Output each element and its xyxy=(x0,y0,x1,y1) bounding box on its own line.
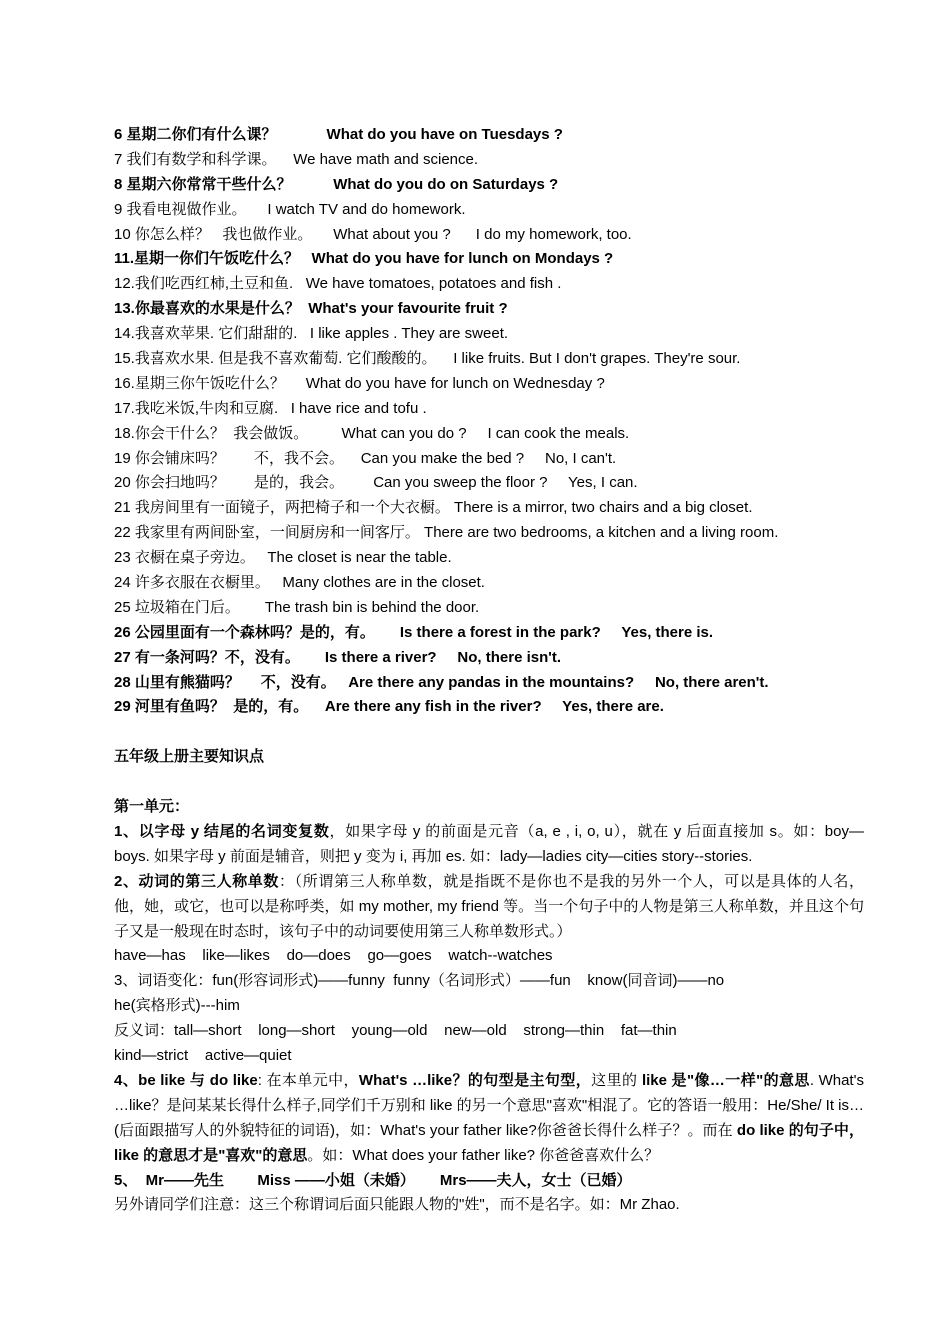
section-title: 五年级上册主要知识点 xyxy=(114,748,265,766)
sentence-line xyxy=(114,496,864,521)
sentence-gap xyxy=(300,300,308,317)
sentence-line xyxy=(114,347,864,372)
note-2-heading: 2、动词的第三人称单数 xyxy=(114,872,280,890)
sentence-english: What do you have for lunch on Wednesday ? xyxy=(305,374,605,392)
sentence-gap xyxy=(308,425,341,442)
sentence-english: The closet is near the table. xyxy=(267,549,452,567)
sentence-english: I like apples . They are sweet. xyxy=(309,325,509,343)
sentence-gap xyxy=(312,226,333,243)
sentence-english: What's your favourite fruit ? xyxy=(308,300,508,318)
sentence-english: There are two bedrooms, a kitchen and a living room. xyxy=(424,524,779,542)
sentence-chinese: 28 山里有熊猫吗？ 不，没有。 xyxy=(114,673,336,691)
sentence-line xyxy=(114,521,864,546)
sentence-chinese: 13.你最喜欢的水果是什么？ xyxy=(114,300,300,318)
sentence-english: What do you have for lunch on Mondays ? xyxy=(311,250,614,268)
sentence-line xyxy=(114,322,864,347)
sentence-chinese: 6 星期二你们有什么课？ xyxy=(114,126,277,143)
note-4-heading: 4、be like 与 do like xyxy=(114,1071,258,1089)
sentence-english: Is there a river? No, there isn't. xyxy=(324,648,562,666)
sentence-line xyxy=(114,297,864,322)
sentence-gap xyxy=(344,450,361,467)
sentence-gap xyxy=(437,350,454,367)
sentence-english: We have math and science. xyxy=(293,150,479,168)
sentence-gap xyxy=(270,574,283,591)
note-4-text-g: do like 的句子中，like 的意思才是"喜欢"的意思 xyxy=(114,1121,864,1164)
sentence-line xyxy=(114,671,864,696)
note-4-text-f: . What's …like？是问某某长得什么样子,同学们千万别和 like 的另一个意思"喜欢"相混了。它的答语一般用：He/She/ It is…(后面跟描写人的外貌特征的词语)，如：What's your father like?你爸爸长得什么样子？。而在 xyxy=(114,1071,864,1139)
sentence-line xyxy=(114,546,864,571)
sentence-english: Are there any fish in the river? Yes, there are. xyxy=(324,698,664,716)
sentence-chinese: 9 我看电视做作业。 xyxy=(114,200,247,218)
note-1 xyxy=(114,820,864,870)
sentence-chinese: 8 星期六你常常干些什么？ xyxy=(114,175,292,193)
sentence-english: Can you make the bed ? No, I can't. xyxy=(360,449,617,467)
note-3-line-2: he(宾格形式)---him xyxy=(114,997,240,1015)
sentence-gap xyxy=(278,400,291,417)
sentence-gap xyxy=(292,176,334,193)
sentence-english: There is a mirror, two chairs and a big closet. xyxy=(454,499,753,517)
note-3-antonyms-1: 反义词：tall—short long—short young—old new—old strong—thin fat—thin xyxy=(114,1022,677,1040)
sentence-chinese: 7 我们有数学和科学课。 xyxy=(114,150,277,168)
sentence-english: What do you do on Saturdays ? xyxy=(333,175,559,193)
note-4-text-c: What's …like？的句型是主句型， xyxy=(358,1071,592,1089)
sentence-chinese: 22 我家里有两间卧室，一间厨房和一间客厅。 xyxy=(114,524,420,542)
sentence-gap xyxy=(375,624,400,641)
sentence-english: Is there a forest in the park? Yes, there is. xyxy=(399,623,714,641)
sentence-chinese: 27 有一条河吗？不，没有。 xyxy=(114,648,300,666)
sentence-chinese: 11.星期一你们午饭吃什么？ xyxy=(114,250,300,268)
note-4-text-e: like 是"像…一样"的意思 xyxy=(641,1071,810,1089)
sentence-line xyxy=(114,646,864,671)
note-3-line-1: 3、词语变化：fun(形容词形式)——funny funny（名词形式）——fun know(同音词)——no xyxy=(114,972,725,990)
sentence-english: I have rice and tofu . xyxy=(290,399,427,417)
sentence-gap xyxy=(308,698,325,715)
sentence-english: I watch TV and do homework. xyxy=(267,200,466,218)
sentence-line xyxy=(114,123,864,148)
note-4-text-b: : 在本单元中， xyxy=(257,1071,359,1089)
note-5-text: 另外请同学们注意：这三个称谓词后面只能跟人物的"姓"，而不是名字。如：Mr Zhao. xyxy=(114,1196,680,1214)
sentence-line xyxy=(114,397,864,422)
sentence-chinese: 26 公园里面有一个森林吗？是的，有。 xyxy=(114,623,375,641)
sentence-chinese: 17.我吃米饭,牛肉和豆腐. xyxy=(114,399,279,417)
sentence-english: What can you do ? I can cook the meals. xyxy=(341,424,630,442)
note-5-title: 5、 Mr——先生 Miss ——小姐（未婚） Mrs——夫人，女士（已婚） xyxy=(114,1171,632,1189)
sentence-chinese: 10 你怎么样？ 我也做作业。 xyxy=(114,225,313,243)
sentence-gap xyxy=(300,649,325,666)
unit-title: 第一单元： xyxy=(114,798,190,816)
sentence-line xyxy=(114,148,864,173)
note-4 xyxy=(114,1069,864,1169)
sentence-line xyxy=(114,447,864,472)
sentence-english: Many clothes are in the closet. xyxy=(282,574,485,592)
sentence-list xyxy=(114,123,864,720)
sentence-line xyxy=(114,372,864,397)
note-3-antonyms-2: kind—strict active—quiet xyxy=(114,1047,292,1065)
sentence-chinese: 18.你会干什么？ 我会做饭。 xyxy=(114,424,309,442)
document-page xyxy=(114,123,864,1218)
sentence-chinese: 14.我喜欢苹果. 它们甜甜的. xyxy=(114,325,298,343)
sentence-chinese: 29 河里有鱼吗？ 是的，有。 xyxy=(114,698,309,716)
note-2 xyxy=(114,870,864,945)
sentence-gap xyxy=(240,599,265,616)
sentence-english: Can you sweep the floor ? Yes, I can. xyxy=(373,474,638,492)
sentence-chinese: 15.我喜欢水果. 但是我不喜欢葡萄. 它们酸酸的。 xyxy=(114,350,437,368)
sentence-english: We have tomatoes, potatoes and fish . xyxy=(305,275,562,293)
sentence-line xyxy=(114,621,864,646)
sentence-line xyxy=(114,571,864,596)
sentence-english: The trash bin is behind the door. xyxy=(264,598,480,616)
sentence-line xyxy=(114,596,864,621)
sentence-gap xyxy=(297,325,310,342)
sentence-chinese: 19 你会铺床吗？ 不，我不会。 xyxy=(114,449,345,467)
sentence-line xyxy=(114,223,864,248)
note-2-text: ：（所谓第三人称单数，就是指既不是你也不是我的另外一个人，可以是具体的人名，他，她，或它，也可以是称呼类，如 my mother, my friend 等。当一个句子中的人物是第三人称单数，并且这个句子又是一般现在时态时，该句子中的动词要使用第三人称单数形式。） xyxy=(114,872,864,940)
sentence-chinese: 21 我房间里有一面镜子，两把椅子和一个大衣橱。 xyxy=(114,499,450,517)
note-1-heading: 1、以字母 y 结尾的名词变复数 xyxy=(114,822,330,840)
sentence-gap xyxy=(293,275,306,292)
note-1-text: ，如果字母 y 的前面是元音（a, e , i, o, u），就在 y 后面直接加 s。如：boy—boys. 如果字母 y 前面是辅音，则把 y 变为 i, 再加 es. 如：lady—ladies city—cities story--stories. xyxy=(114,822,864,865)
sentence-line xyxy=(114,422,864,447)
sentence-gap xyxy=(285,375,306,392)
sentence-line xyxy=(114,173,864,198)
sentence-chinese: 16.星期三你午饭吃什么？ xyxy=(114,374,285,392)
sentence-chinese: 20 你会扫地吗？ 是的，我会。 xyxy=(114,474,345,492)
sentence-english: I like fruits. But I don't grapes. They're sour. xyxy=(453,350,741,368)
sentence-line xyxy=(114,272,864,297)
note-2-examples: have—has like—likes do—does go—goes watch--watches xyxy=(114,947,553,965)
sentence-line xyxy=(114,695,864,720)
sentence-gap xyxy=(299,250,312,267)
sentence-line xyxy=(114,198,864,223)
sentence-chinese: 24 许多衣服在衣橱里。 xyxy=(114,574,270,592)
sentence-english: What do you have on Tuesdays ? xyxy=(326,126,563,143)
sentence-gap xyxy=(277,126,327,143)
sentence-english: What about you ? I do my homework, too. xyxy=(333,225,632,243)
sentence-chinese: 25 垃圾箱在门后。 xyxy=(114,598,240,616)
sentence-gap xyxy=(255,549,268,566)
sentence-line xyxy=(114,471,864,496)
sentence-gap xyxy=(277,151,294,168)
note-4-text-d: 这里的 xyxy=(591,1071,642,1089)
sentence-chinese: 12.我们吃西红柿,土豆和鱼. xyxy=(114,275,294,293)
sentence-line xyxy=(114,247,864,272)
sentence-gap xyxy=(344,474,373,491)
sentence-gap xyxy=(336,674,349,691)
sentence-chinese: 23 衣橱在桌子旁边。 xyxy=(114,549,255,567)
note-4-text-h: 。如：What does your father like? 你爸爸喜欢什么？ xyxy=(307,1146,660,1164)
sentence-gap xyxy=(247,201,268,218)
sentence-english: Are there any pandas in the mountains? No, there aren't. xyxy=(348,673,769,691)
